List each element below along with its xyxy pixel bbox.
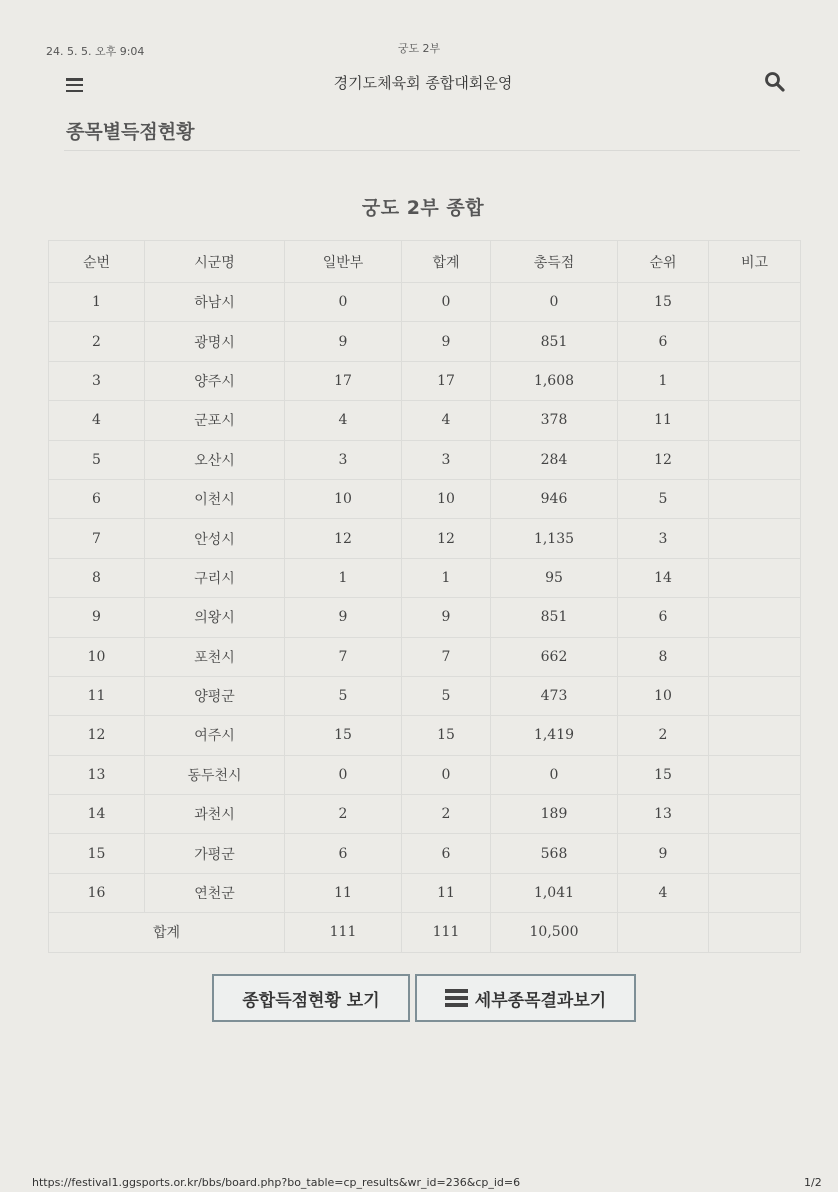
sum-score-cell: 0 [402, 755, 491, 794]
table-row [49, 558, 801, 597]
table-row [49, 598, 801, 637]
table-row [49, 401, 801, 440]
row-number-cell: 12 [49, 716, 145, 755]
search-icon[interactable] [764, 71, 786, 93]
table-row [49, 637, 801, 676]
table-row [49, 322, 801, 361]
general-score-cell: 10 [285, 479, 402, 518]
rank-cell: 5 [618, 479, 709, 518]
row-number-cell: 10 [49, 637, 145, 676]
city-name-cell: 이천시 [145, 479, 285, 518]
summary-score-button[interactable]: 종합득점현황 보기 [212, 974, 410, 1022]
rank-cell: 6 [618, 598, 709, 637]
sum-score-cell: 4 [402, 401, 491, 440]
row-number-cell: 13 [49, 755, 145, 794]
rank-cell: 9 [618, 834, 709, 873]
total-label: 합계 [49, 913, 285, 952]
city-name-cell: 동두천시 [145, 755, 285, 794]
print-page-number: 1/2 [804, 1176, 822, 1189]
note-cell [709, 361, 801, 400]
total-points-cell: 0 [491, 283, 618, 322]
city-name-cell: 구리시 [145, 558, 285, 597]
detail-results-label: 세부종목결과보기 [474, 990, 607, 1011]
city-name-cell: 포천시 [145, 637, 285, 676]
table-title: 궁도 2부 종합 [361, 197, 485, 219]
total-points-cell: 0 [491, 755, 618, 794]
general-score-cell: 11 [285, 873, 402, 912]
city-name-cell: 오산시 [145, 440, 285, 479]
city-name-cell: 연천군 [145, 873, 285, 912]
rank-cell: 15 [618, 283, 709, 322]
table-row [49, 283, 801, 322]
table-row [49, 873, 801, 912]
note-cell [709, 598, 801, 637]
total-points-cell: 473 [491, 676, 618, 715]
rank-cell: 11 [618, 401, 709, 440]
city-name-cell: 여주시 [145, 716, 285, 755]
general-score-cell: 12 [285, 519, 402, 558]
general-score-cell: 1 [285, 558, 402, 597]
list-icon [445, 989, 468, 1007]
general-score-cell: 9 [285, 322, 402, 361]
row-number-cell: 5 [49, 440, 145, 479]
note-cell [709, 283, 801, 322]
total-rank [618, 913, 709, 952]
general-score-cell: 6 [285, 834, 402, 873]
note-cell [709, 479, 801, 518]
column-header: 비고 [709, 241, 801, 283]
note-cell [709, 795, 801, 834]
note-cell [709, 637, 801, 676]
sum-score-cell: 7 [402, 637, 491, 676]
general-score-cell: 9 [285, 598, 402, 637]
total-points-cell: 946 [491, 479, 618, 518]
row-number-cell: 3 [49, 361, 145, 400]
rank-cell: 1 [618, 361, 709, 400]
note-cell [709, 873, 801, 912]
row-number-cell: 8 [49, 558, 145, 597]
table-row [49, 361, 801, 400]
general-score-cell: 2 [285, 795, 402, 834]
rank-cell: 2 [618, 716, 709, 755]
page-title: 종목별득점현황 [66, 121, 195, 143]
city-name-cell: 안성시 [145, 519, 285, 558]
sum-score-cell: 15 [402, 716, 491, 755]
column-header: 순번 [49, 241, 145, 283]
row-number-cell: 9 [49, 598, 145, 637]
total-points-cell: 568 [491, 834, 618, 873]
total-points-cell: 1,419 [491, 716, 618, 755]
total-points-cell: 1,135 [491, 519, 618, 558]
table-row [49, 519, 801, 558]
rank-cell: 4 [618, 873, 709, 912]
sum-score-cell: 11 [402, 873, 491, 912]
table-row [49, 716, 801, 755]
total-points-cell: 1,608 [491, 361, 618, 400]
row-number-cell: 14 [49, 795, 145, 834]
general-score-cell: 7 [285, 637, 402, 676]
city-name-cell: 광명시 [145, 322, 285, 361]
total-points-cell: 189 [491, 795, 618, 834]
sum-score-cell: 1 [402, 558, 491, 597]
note-cell [709, 558, 801, 597]
sum-score-cell: 6 [402, 834, 491, 873]
row-number-cell: 6 [49, 479, 145, 518]
column-header: 순위 [618, 241, 709, 283]
general-score-cell: 15 [285, 716, 402, 755]
general-score-cell: 5 [285, 676, 402, 715]
row-number-cell: 1 [49, 283, 145, 322]
rank-cell: 8 [618, 637, 709, 676]
total-points-cell: 851 [491, 598, 618, 637]
total-general: 111 [285, 913, 402, 952]
city-name-cell: 양주시 [145, 361, 285, 400]
table-header-row [49, 241, 801, 283]
city-name-cell: 하남시 [145, 283, 285, 322]
table-row [49, 755, 801, 794]
total-points-cell: 851 [491, 322, 618, 361]
general-score-cell: 3 [285, 440, 402, 479]
row-number-cell: 11 [49, 676, 145, 715]
table-row [49, 795, 801, 834]
note-cell [709, 755, 801, 794]
sum-score-cell: 2 [402, 795, 491, 834]
total-sum: 111 [402, 913, 491, 952]
sum-score-cell: 10 [402, 479, 491, 518]
city-name-cell: 양평군 [145, 676, 285, 715]
general-score-cell: 17 [285, 361, 402, 400]
total-points-cell: 1,041 [491, 873, 618, 912]
city-name-cell: 과천시 [145, 795, 285, 834]
total-points-cell: 378 [491, 401, 618, 440]
total-points-cell: 662 [491, 637, 618, 676]
column-header: 일반부 [285, 241, 402, 283]
note-cell [709, 322, 801, 361]
total-score: 10,500 [491, 913, 618, 952]
sum-score-cell: 9 [402, 598, 491, 637]
results-table [48, 240, 801, 953]
sum-score-cell: 3 [402, 440, 491, 479]
city-name-cell: 가평군 [145, 834, 285, 873]
rank-cell: 6 [618, 322, 709, 361]
note-cell [709, 401, 801, 440]
total-points-cell: 95 [491, 558, 618, 597]
sum-score-cell: 0 [402, 283, 491, 322]
rank-cell: 12 [618, 440, 709, 479]
general-score-cell: 4 [285, 401, 402, 440]
note-cell [709, 676, 801, 715]
rank-cell: 14 [618, 558, 709, 597]
table-row [49, 440, 801, 479]
site-title[interactable]: 경기도체육회 종합대회운영 [333, 74, 513, 92]
print-url: https://festival1.ggsports.or.kr/bbs/board.php?bo_table=cp_results&wr_id=236&cp_id=6 [32, 1176, 521, 1189]
total-note [709, 913, 801, 952]
total-points-cell: 284 [491, 440, 618, 479]
row-number-cell: 15 [49, 834, 145, 873]
title-divider [64, 150, 800, 151]
rank-cell: 10 [618, 676, 709, 715]
print-doc-title: 궁도 2부 [397, 42, 441, 55]
city-name-cell: 의왕시 [145, 598, 285, 637]
general-score-cell: 0 [285, 283, 402, 322]
total-row [49, 913, 801, 952]
rank-cell: 13 [618, 795, 709, 834]
column-header: 시군명 [145, 241, 285, 283]
general-score-cell: 0 [285, 755, 402, 794]
table-row [49, 479, 801, 518]
city-name-cell: 군포시 [145, 401, 285, 440]
row-number-cell: 7 [49, 519, 145, 558]
print-datetime: 24. 5. 5. 오후 9:04 [46, 45, 145, 58]
column-header: 총득점 [491, 241, 618, 283]
row-number-cell: 4 [49, 401, 145, 440]
detail-results-button[interactable] [415, 974, 636, 1022]
note-cell [709, 440, 801, 479]
sum-score-cell: 9 [402, 322, 491, 361]
note-cell [709, 519, 801, 558]
note-cell [709, 716, 801, 755]
rank-cell: 3 [618, 519, 709, 558]
row-number-cell: 16 [49, 873, 145, 912]
row-number-cell: 2 [49, 322, 145, 361]
table-row [49, 676, 801, 715]
column-header: 합계 [402, 241, 491, 283]
sum-score-cell: 5 [402, 676, 491, 715]
note-cell [709, 834, 801, 873]
rank-cell: 15 [618, 755, 709, 794]
table-row [49, 834, 801, 873]
sum-score-cell: 12 [402, 519, 491, 558]
sum-score-cell: 17 [402, 361, 491, 400]
